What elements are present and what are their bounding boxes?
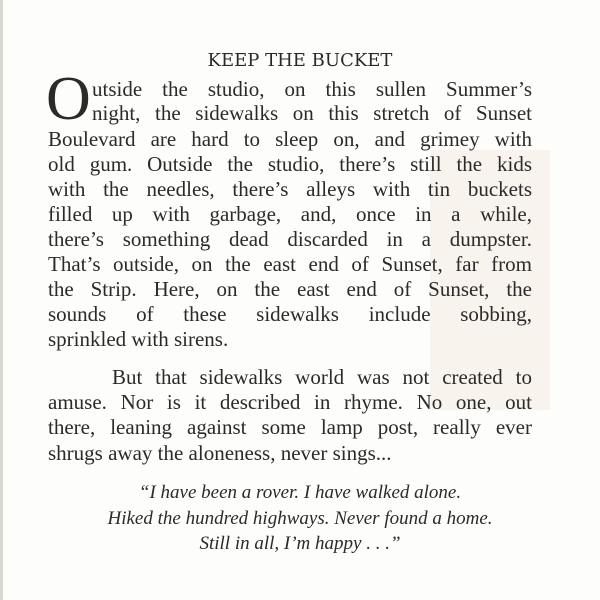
text-line: amuse. Nor is it described in rhyme. No one, out bbox=[48, 390, 532, 414]
text-line: sounds of these sidewalks include sobbing, bbox=[48, 302, 532, 326]
text-line: That’s outside, on the east end of Sunset, far from bbox=[48, 252, 532, 276]
quote-line: Hiked the hundred highways. Never found a home. bbox=[107, 508, 493, 529]
text-line: utside the studio, on this sullen Summer’s bbox=[92, 77, 532, 101]
text-line: with the needles, there’s alleys with tin buckets bbox=[48, 177, 532, 201]
page-title: KEEP THE BUCKET bbox=[207, 50, 393, 71]
text-line: night, the sidewalks on this stretch of Sunset bbox=[92, 101, 532, 125]
text-line: the Strip. Here, on the east end of Sunset, the bbox=[48, 277, 532, 301]
drop-cap: O bbox=[46, 65, 91, 133]
text-line: there’s something dead discarded in a dumpster. bbox=[48, 227, 532, 251]
quote-line: Still in all, I’m happy . . .” bbox=[199, 533, 401, 554]
text-line: there, leaning against some lamp post, really ever bbox=[48, 415, 532, 439]
quote-line: “I have been a rover. I have walked alone. bbox=[138, 482, 462, 503]
text-line: old gum. Outside the studio, there’s still the kids bbox=[48, 152, 532, 176]
text-line: sprinkled with sirens. bbox=[48, 327, 229, 351]
text-line: shrugs away the aloneness, never sings... bbox=[48, 441, 392, 465]
text-line: But that sidewalks world was not created to bbox=[112, 365, 532, 389]
text-line: Boulevard are hard to sleep on, and grimey with bbox=[48, 127, 532, 151]
text-line: filled up with garbage, and, once in a while, bbox=[48, 202, 532, 226]
